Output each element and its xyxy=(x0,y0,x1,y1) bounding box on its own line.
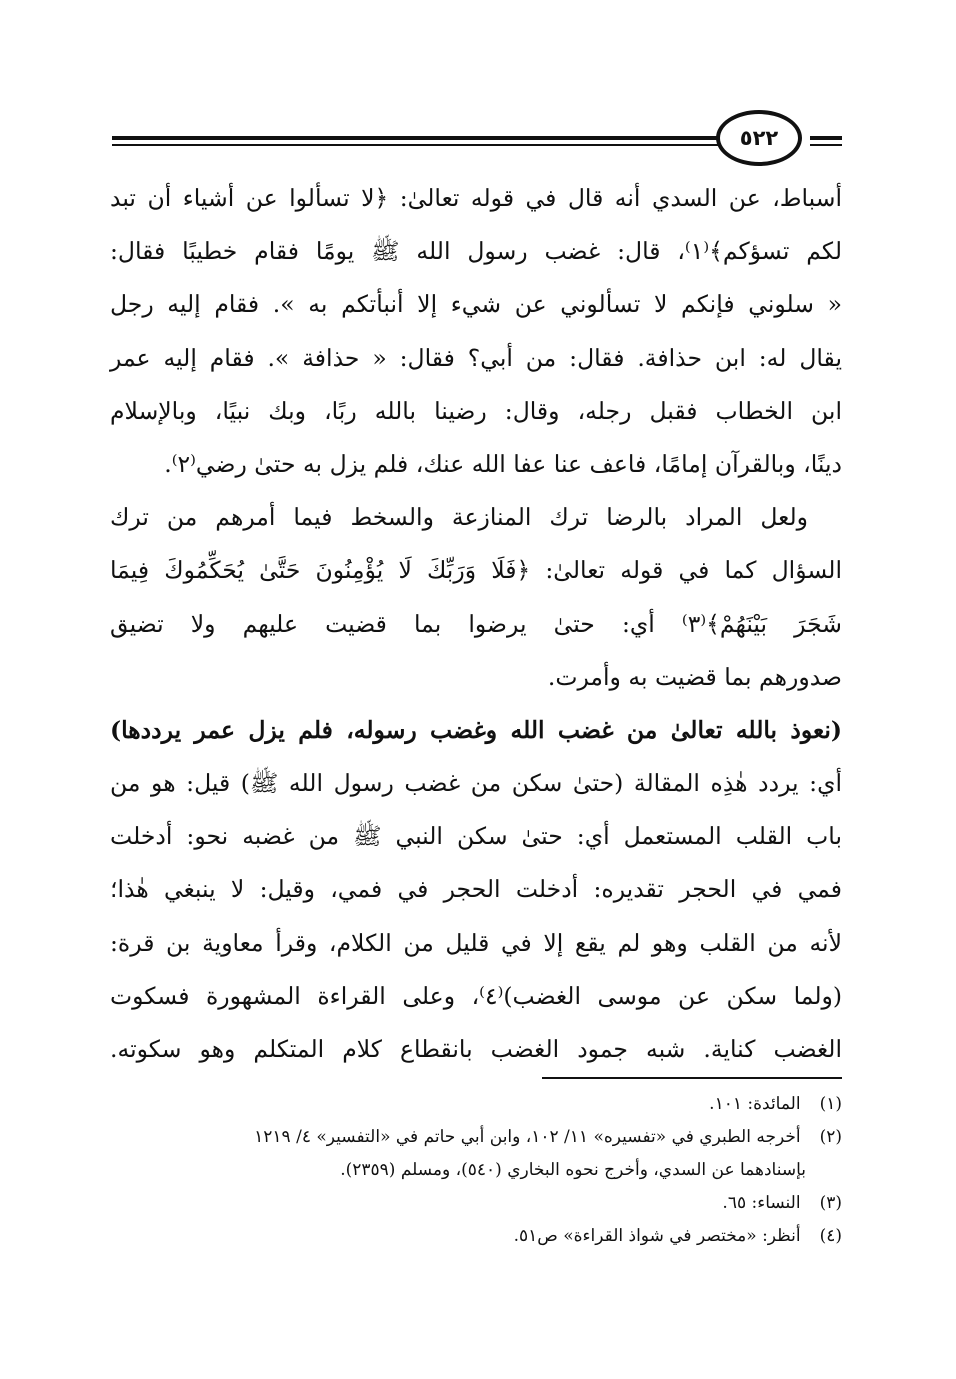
text-line: دينًا، وبالقرآن إمامًا، فاعف عنا عفا الله عنك، فلم يزل به حتىٰ رضي⁽٢⁾. xyxy=(164,449,842,478)
text-line: صدورهم بما قضيت به وأمرت. xyxy=(547,662,842,691)
text-line: فمي في الحجر تقديره: أدخلت الحجر في فمي، وقيل: لا ينبغي هٰذا؛ xyxy=(110,875,842,904)
text-line: السؤال كما في قوله تعالىٰ: ﴿فَلَا وَرَبِّكَ لَا يُؤْمِنُونَ حَتَّىٰ يُحَكِّمُوكَ فِيمَا xyxy=(110,556,842,585)
header-rule-right-thin xyxy=(810,144,842,146)
text-line: أي: يردد هٰذِه المقالة (حتىٰ سكن من غضب رسول الله ﷺ) قيل: هو من xyxy=(110,769,842,798)
footnote xyxy=(110,1187,842,1220)
text-line: شَجَرَ بَيْنَهُمْ﴾⁽٣⁾ أي: حتىٰ يرضوا بما قضيت عليهم ولا تضيق xyxy=(110,609,842,638)
header-rule-thin xyxy=(112,144,718,146)
text-line: ولعل المراد بالرضا ترك المنازعة والسخط فيما أمرهم من ترك xyxy=(110,503,808,532)
footnote-continuation: بإسنادهما عن السدي، وأخرج نحوه البخاري (٥٤٠)، ومسلم (٢٣٥٩). xyxy=(340,1160,806,1180)
body-text xyxy=(110,172,842,1076)
footnote xyxy=(110,1088,842,1121)
footnote xyxy=(110,1121,842,1154)
text-line: لكم تسؤكم﴾⁽١⁾، قال: غضب رسول الله ﷺ يومًا فقام خطيبًا فقال: xyxy=(110,237,843,266)
header-rule-thick xyxy=(112,136,718,140)
text-line: « سلوني فإنكم لا تسألوني عن شيء إلا أنبأتكم به ». فقام إليه رجل xyxy=(110,290,842,319)
footnote-separator xyxy=(542,1077,842,1079)
text-line: (نعوذ بالله تعالىٰ من غضب الله وغضب رسوله، فلم يزل عمر يرددها) xyxy=(110,715,842,744)
footnote-number: (٤) xyxy=(819,1226,842,1246)
text-line: لأنه من القلب وهو لم يقع إلا في قليل من الكلام، وقرأ معاوية بن قرة: xyxy=(110,928,842,957)
text-line: الغضب كناية. شبه جمود الغضب بانقطاع كلام المتكلم وهو سكوته. xyxy=(110,1035,842,1063)
footnotes xyxy=(110,1088,842,1253)
footnote-text: أنظر: «مختصر في شواذ القراءة» ص٥١. xyxy=(513,1226,806,1246)
text-line: أسباط، عن السدي أنه قال في قوله تعالىٰ: ﴿لا تسألوا عن أشياء أن تبد xyxy=(110,184,842,212)
page-header xyxy=(0,108,956,168)
text-line: يقال له: ابن حذافة. فقال: من أبي؟ فقال: « حذافة ». فقام إليه عمر xyxy=(110,343,842,372)
footnote-number: (٢) xyxy=(819,1127,842,1147)
footnote-text: أخرجه الطبري في «تفسيره» ١١/ ١٠٢، وابن أبي حاتم في «التفسير» ٤/ ١٢١٩ xyxy=(254,1127,806,1147)
text-line: (ولما سكن عن موسى الغضب)⁽٤⁾، وعلى القراءة المشهورة فسكوت xyxy=(110,981,842,1010)
text-line: ابن الخطاب فقبل رجله، وقال: رضينا بالله ربًا، وبك نبيًا، وبالإسلام xyxy=(110,396,842,425)
footnote-text: النساء: ٦٥. xyxy=(722,1193,806,1213)
header-rule-right-thick xyxy=(810,136,842,140)
footnote-number: (١) xyxy=(819,1094,842,1114)
page-number-badge: ٥٢٢ xyxy=(716,110,802,166)
footnote-number: (٣) xyxy=(819,1193,842,1213)
text-line: باب القلب المستعمل أي: حتىٰ سكن النبي ﷺ من غضبه نحو: أدخلت xyxy=(110,822,842,851)
footnote-text: المائدة: ١٠١. xyxy=(709,1094,806,1114)
footnote xyxy=(110,1220,842,1253)
